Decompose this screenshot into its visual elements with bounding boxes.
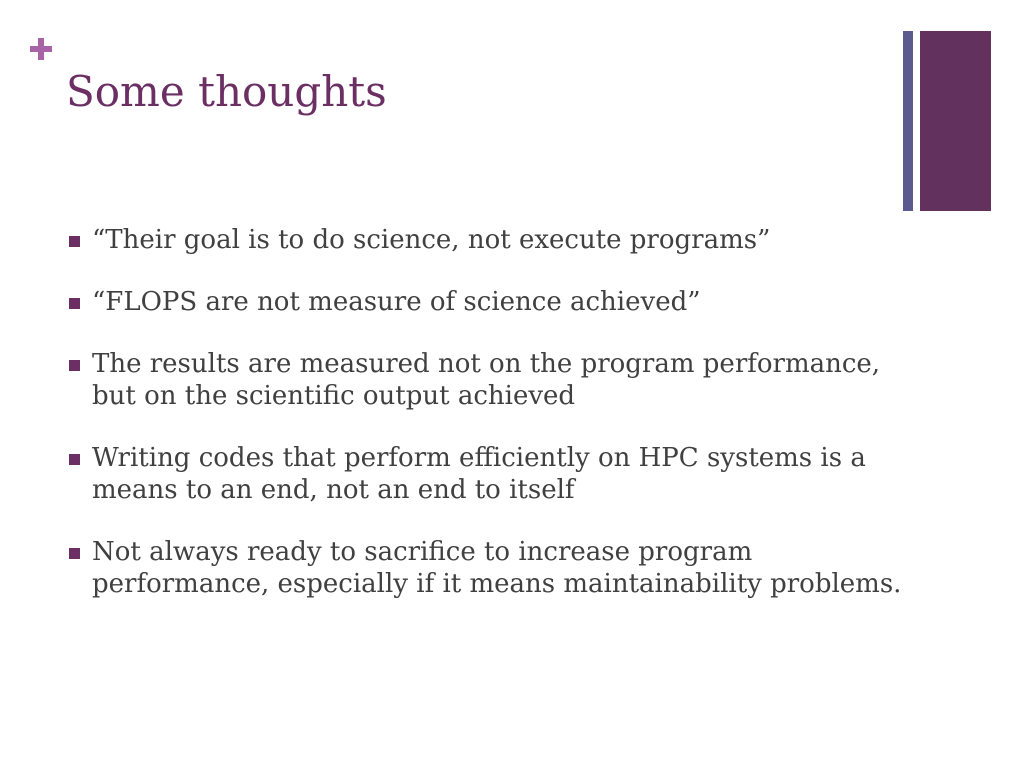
accent-bar-thin — [903, 31, 913, 211]
bullet-text: “Their goal is to do science, not execute programs” — [92, 225, 771, 255]
bullet-item — [66, 286, 916, 318]
bullet-text: “FLOPS are not measure of science achieved” — [92, 287, 701, 317]
bullet-item — [66, 536, 916, 600]
bullet-text: Writing codes that perform efficiently on HPC systems is a means to an end, not an end to itself — [92, 443, 866, 505]
bullet-text: The results are measured not on the program performance, but on the scientific output achieved — [92, 349, 881, 411]
square-bullet-icon — [69, 360, 80, 371]
accent-bars — [903, 31, 991, 211]
bullet-item — [66, 442, 916, 506]
bullet-item — [66, 224, 916, 256]
square-bullet-icon — [69, 236, 80, 247]
square-bullet-icon — [69, 298, 80, 309]
bullet-list — [66, 224, 916, 630]
bullet-item — [66, 348, 916, 412]
plus-icon — [28, 36, 54, 62]
square-bullet-icon — [69, 548, 80, 559]
accent-bar-wide — [920, 31, 991, 211]
square-bullet-icon — [69, 454, 80, 465]
bullet-text: Not always ready to sacrifice to increase program performance, especially if it means maintainability problems. — [92, 537, 902, 599]
slide-title: Some thoughts — [66, 67, 387, 116]
